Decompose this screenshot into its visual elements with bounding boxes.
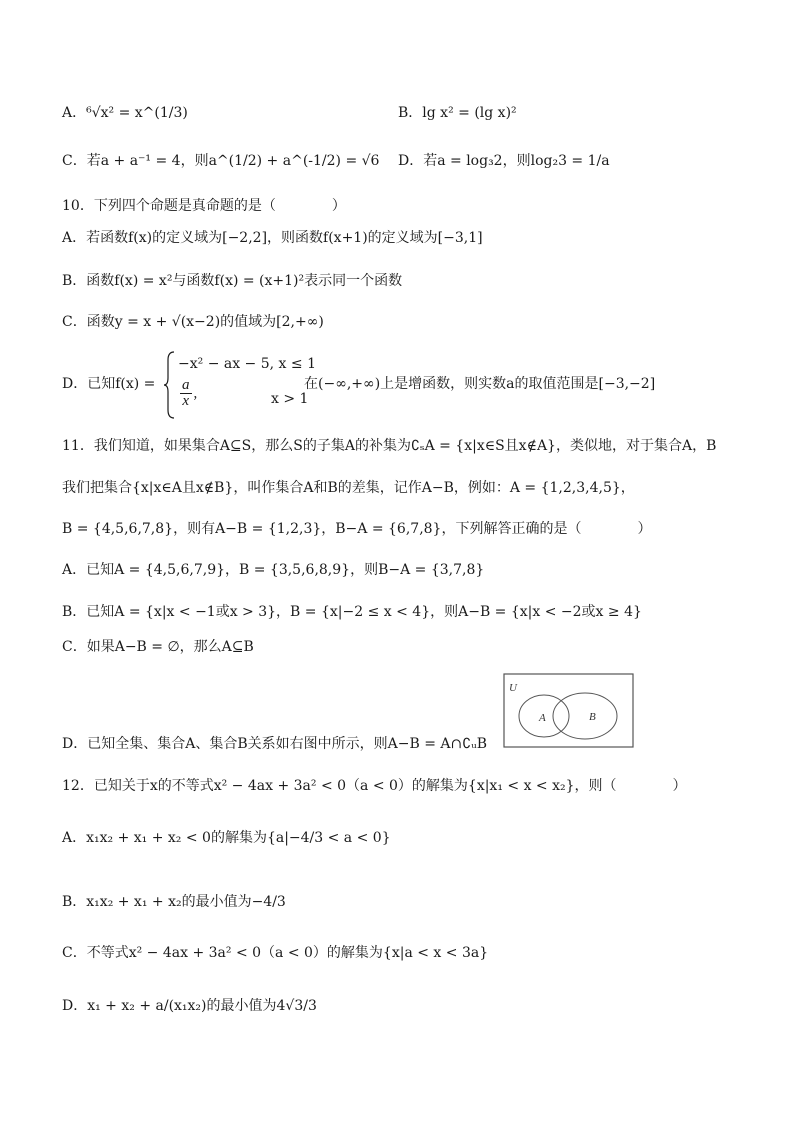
q12-stem: 12．已知关于x的不等式x² − 4ax + 3a² < 0（a < 0）的解集为{x|x₁ < x < x₂}，则（ ） (62, 778, 687, 794)
q9-option-b (398, 104, 517, 122)
q12-option-d: D．x₁ + x₂ + a/(x₁x₂)的最小值为4√3/3 (62, 998, 317, 1014)
q9-option-a-text: A．⁶√x² = x^(1/3) (62, 105, 188, 121)
q11-stem-line3: B = {4,5,6,7,8}，则有A−B = {1,2,3}，B−A = {6,7,8}，下列解答正确的是（ ） (62, 521, 652, 537)
q9-option-c (62, 152, 379, 170)
q10-option-d-piece2: $\frac{a}{x}$ , (182, 377, 198, 409)
q12-option-a: A．x₁x₂ + x₁ + x₂ < 0的解集为{a|−4/3 < a < 0} (62, 830, 391, 846)
q11-stem-line1: 11．我们知道，如果集合A⊆S，那么S的子集A的补集为∁ₛA = {x|x∈S且x∉A}，类似地，对于集合A，B (62, 438, 717, 454)
q10-option-d-piece2-cond: x > 1 (271, 391, 309, 407)
q11-option-d: D．已知全集、集合A、集合B关系如右图中所示，则A−B = A∩∁ᵤB (62, 736, 488, 752)
q10-option-a: A．若函数f(x)的定义域为[−2,2]，则函数f(x+1)的定义域为[−3,1] (62, 230, 483, 246)
venn-label-u: U (509, 682, 517, 694)
q10-stem: 10．下列四个命题是真命题的是（ ） (62, 198, 346, 214)
q11-option-b: B．已知A = {x|x < −1或x > 3}，B = {x|−2 ≤ x < 4}，则A−B = {x|x < −2或x ≥ 4} (62, 604, 642, 620)
q10-option-d-prefix: D．已知f(x) = (62, 376, 156, 392)
venn-label-b: B (589, 711, 596, 723)
q10-option-c: C．函数y = x + √(x−2)的值域为[2,+∞) (62, 314, 324, 330)
q9-option-d-text: D．若a = log₃2，则log₂3 = 1/a (398, 153, 610, 169)
venn-diagram (503, 673, 635, 749)
q9-option-b-text: B．lg x² = (lg x)² (398, 105, 517, 121)
q9-option-a (62, 104, 188, 122)
q12-option-b: B．x₁x₂ + x₁ + x₂的最小值为−4/3 (62, 894, 286, 910)
q11-option-c: C．如果A−B = ∅，那么A⊆B (62, 639, 254, 655)
q9-option-d (398, 152, 610, 170)
a-over-x-fraction: $\frac{a}{x}$ (182, 377, 190, 409)
q11-option-a: A．已知A = {4,5,6,7,9}，B = {3,5,6,8,9}，则B−A = {3,7,8} (62, 562, 485, 578)
q10-option-d-brace (164, 350, 176, 420)
q9-option-c-text: C．若a + a⁻¹ = 4，则a^(1/2) + a^(-1/2) = √6 (62, 153, 380, 169)
venn-label-a: A (539, 712, 546, 724)
q11-stem-line2: 我们把集合{x|x∈A且x∉B}，叫作集合A和B的差集，记作A−B，例如：A = {1,2,3,4,5}， (62, 480, 635, 496)
q10-option-b: B．函数f(x) = x²与函数f(x) = (x+1)²表示同一个函数 (62, 273, 403, 289)
q12-option-c: C．不等式x² − 4ax + 3a² < 0（a < 0）的解集为{x|a < x < 3a} (62, 945, 489, 961)
q10-option-d-piece1: −x² − ax − 5, x ≤ 1 (178, 356, 316, 372)
venn-circle-b (553, 693, 617, 739)
q10-option-d-suffix: 在(−∞,+∞)上是增函数，则实数a的取值范围是[−3,−2] (304, 376, 656, 392)
